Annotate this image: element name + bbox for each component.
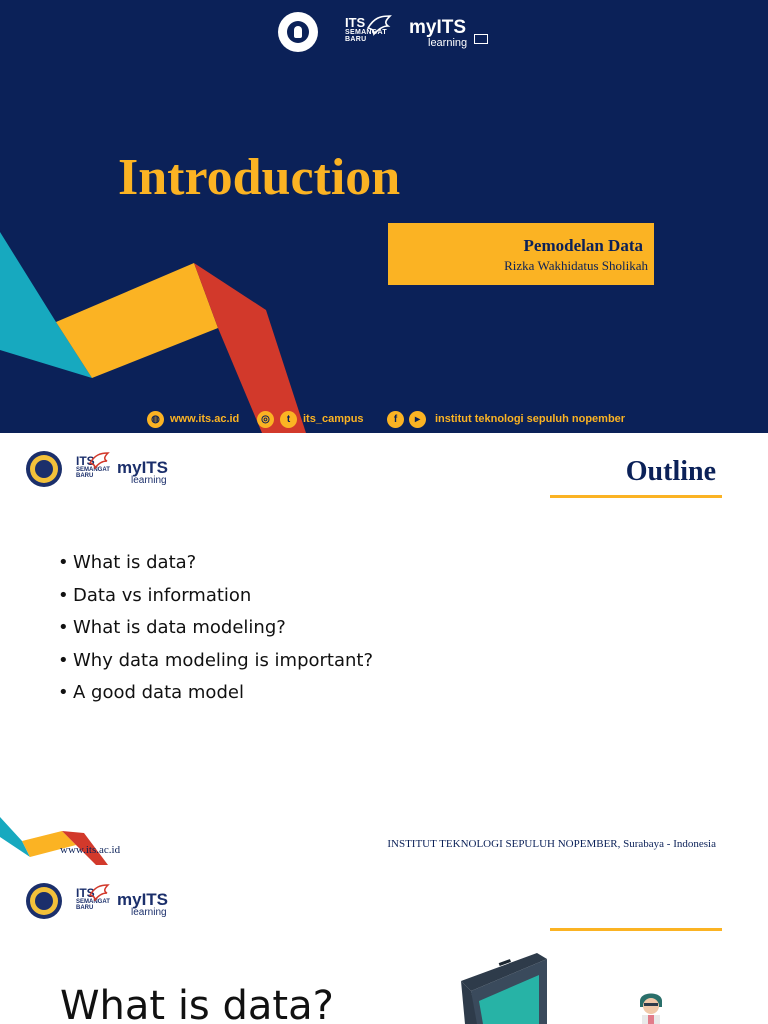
logo-myits-text: myITS (117, 458, 169, 477)
course-info-box (388, 223, 654, 285)
author-name: Rizka Wakhidatus Sholikah (504, 258, 648, 273)
slide-outline (0, 433, 768, 865)
title-underline (550, 495, 722, 498)
list-item: • What is data modeling? (58, 617, 286, 638)
logo-myits-text: myITS (117, 890, 169, 909)
list-item: • A good data model (58, 682, 244, 703)
list-item: • Data vs information (58, 584, 252, 606)
phone-illustration (455, 951, 555, 1024)
header-logos (0, 10, 768, 60)
logo-its-text: ITS (345, 15, 366, 30)
title-underline (550, 928, 722, 931)
footer-institution: institut teknologi sepuluh nopember (435, 413, 626, 425)
decorative-ribbons (0, 0, 768, 433)
slide-title: Introduction (118, 149, 401, 206)
slide-title: Outline (625, 456, 716, 487)
slide-footer (0, 408, 768, 433)
myits-badge-icon (474, 34, 488, 44)
twitter-icon[interactable]: t (280, 411, 297, 428)
list-item: • What is data? (58, 552, 197, 573)
bird-icon (366, 14, 392, 36)
list-item: • Why data modeling is important? (58, 649, 374, 671)
logo-its-sub2: BARU (76, 905, 94, 911)
myits-learning-logo (117, 459, 168, 486)
slide-what-is-data (0, 865, 768, 1024)
outline-list (58, 550, 373, 713)
logo-myits-text: myITS (409, 17, 467, 38)
logo-its-sub1: SEMANGAT (345, 29, 387, 36)
logo-its-sub2: BARU (345, 36, 367, 43)
decorative-ribbons (0, 811, 110, 865)
logo-myits-sub: learning (428, 37, 468, 49)
person-illustration (632, 989, 672, 1024)
logo-myits-sub: learning (131, 475, 167, 486)
slide-introduction (0, 0, 768, 433)
its-seal-logo (278, 12, 318, 52)
course-name: Pemodelan Data (523, 236, 643, 255)
logo-its-sub2: BARU (76, 473, 94, 479)
its-seal-logo (26, 451, 62, 487)
logo-myits-sub: learning (131, 907, 167, 918)
myits-learning-logo (117, 891, 168, 918)
myits-learning-logo (409, 18, 467, 49)
logo-its-text: ITS (76, 454, 95, 468)
instagram-icon[interactable]: ◎ (257, 411, 274, 428)
youtube-icon[interactable]: ▸ (409, 411, 426, 428)
footer-social-handle[interactable]: its_campus (303, 413, 364, 425)
footer-institution: INSTITUT TEKNOLOGI SEPULUH NOPEMBER, Surabaya - Indonesia (387, 838, 716, 850)
logo-its-sub1: SEMANGAT (76, 899, 110, 905)
logo-its-sub1: SEMANGAT (76, 467, 110, 473)
footer-website[interactable]: www.its.ac.id (170, 413, 240, 425)
footer-website[interactable]: www.its.ac.id (60, 844, 121, 856)
bird-icon (88, 883, 110, 901)
logo-its-text: ITS (76, 886, 95, 900)
its-seal-logo (26, 883, 62, 919)
bird-icon (88, 451, 110, 469)
globe-icon: ◍ (147, 411, 164, 428)
slide-title: What is data? (60, 983, 334, 1024)
facebook-icon[interactable]: f (387, 411, 404, 428)
